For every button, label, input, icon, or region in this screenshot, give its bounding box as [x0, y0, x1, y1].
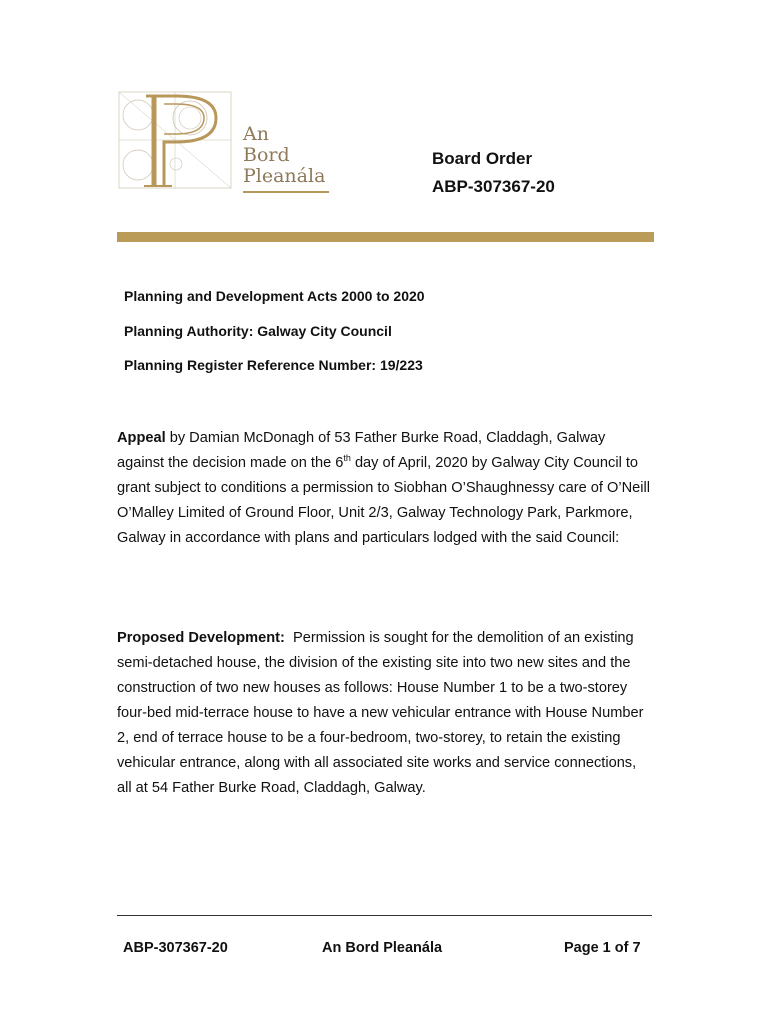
appeal-paragraph — [117, 426, 653, 551]
logo-p-monogram-icon — [118, 88, 234, 196]
footer-reference: ABP-307367-20 — [123, 940, 228, 956]
footer-organisation: An Bord Pleanála — [322, 940, 443, 956]
an-bord-pleanala-logo-mark — [118, 88, 234, 196]
proposed-development-label: Proposed Development: — [117, 630, 285, 646]
footer-page-number: Page 1 of 7 — [564, 940, 641, 956]
footer-rule — [117, 915, 652, 916]
logo-word-bord: Bord — [243, 144, 290, 166]
logo-underline — [243, 191, 329, 193]
appeal-ordinal-suffix: th — [343, 453, 351, 464]
proposed-development-paragraph — [117, 626, 653, 801]
planning-meta — [124, 284, 425, 388]
planning-register-reference: Planning Register Reference Number: 19/223 — [124, 357, 423, 373]
logo-wordmark — [243, 124, 325, 187]
board-order-reference: ABP-307367-20 — [432, 177, 555, 196]
appeal-text-part2: day of April, 2020 by Galway City Council to grant subject to conditions a permission to Siobhan O’Shaughnessy care of O’Neill O’Malley Limited of Ground Floor, Unit 2/3, Galway Technology Park, Parkmore, Galway in accordance with plans and particulars lodged with the said Council: — [117, 455, 650, 546]
planning-acts: Planning and Development Acts 2000 to 2020 — [124, 288, 425, 304]
proposed-development-text: Permission is sought for the demolition of an existing semi-detached house, the division of the existing site into two new sites and the construction of two new houses as follows: House Number 1 to be a two-storey four-bed mid-terrace house to have a new vehicular entrance with House Number 2, end of terrace house to be a four-bedroom, two-storey, to retain the existing vehicular entrance, along with all associated site works and service connections, all at 54 Father Burke Road, Claddagh, Galway. — [117, 630, 648, 796]
board-order-label: Board Order — [432, 149, 533, 168]
logo-word-pleanala: Pleanála — [243, 165, 326, 187]
header-divider-bar — [117, 232, 654, 242]
logo-word-an: An — [243, 123, 269, 145]
appeal-text-part1: by Damian McDonagh of 53 Father Burke Road, Claddagh, Galway against the decision made on the 6 — [117, 430, 606, 471]
appeal-label: Appeal — [117, 430, 166, 446]
board-order-title — [432, 145, 555, 201]
planning-authority: Planning Authority: Galway City Council — [124, 322, 392, 339]
